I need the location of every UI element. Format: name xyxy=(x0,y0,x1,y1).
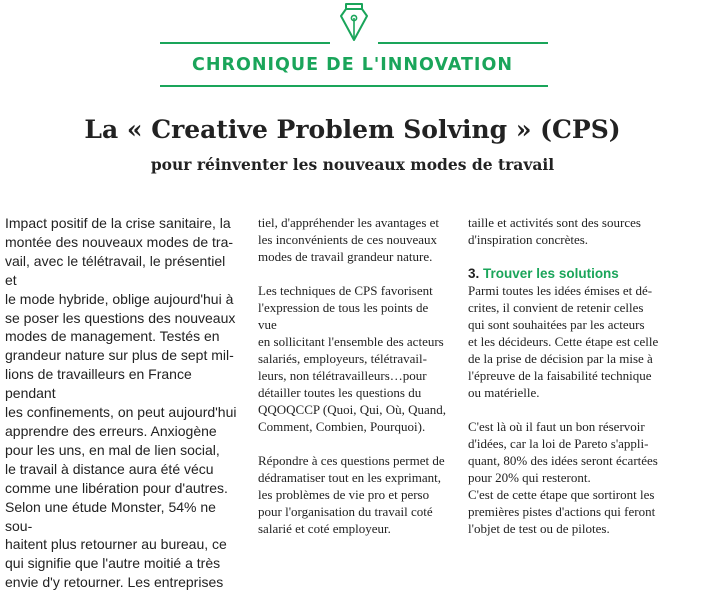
step-3-number: 3. xyxy=(468,266,480,281)
header-rule-right xyxy=(378,42,548,44)
text-line: pour les uns, en mal de lien social, xyxy=(5,441,220,458)
text-line: de la prise de décision par la mise à xyxy=(468,351,653,366)
text-line: comme une libération pour d'autres. xyxy=(5,479,228,496)
fountain-pen-nib-icon xyxy=(337,2,371,42)
text-line: pour l'organisation du travail coté xyxy=(258,504,433,519)
text-line: qui sont souhaitées par les acteurs xyxy=(468,317,645,332)
article-subtitle: pour réinventer les nouveaux modes de travail xyxy=(150,155,555,174)
text-line: haitent plus retourner au bureau, ce xyxy=(5,536,227,553)
text-line: vail, avec le télétravail, le présentiel et xyxy=(5,252,226,288)
text-line: le mode hybride, oblige aujourd'hui à xyxy=(5,290,234,307)
text-line: l'expression de tous les points de vue xyxy=(258,300,429,332)
col3-paragraph-1 xyxy=(468,214,690,248)
col3-paragraph-2 xyxy=(468,282,690,401)
step-3-title: Trouver les solutions xyxy=(483,266,619,281)
text-line: C'est là où il faut un bon réservoir xyxy=(468,419,645,434)
text-line: leurs, non télétravailleurs…pour xyxy=(258,368,427,383)
text-line: quant, 80% des idées seront écartées xyxy=(468,453,658,468)
text-line: salarié et coté employeur. xyxy=(258,521,391,536)
text-line: Parmi toutes les idées émises et dé- xyxy=(468,283,653,298)
text-line: dédramatiser tout en les exprimant, xyxy=(258,470,442,485)
text-line: Selon une étude Monster, 54% ne sou- xyxy=(5,498,216,534)
text-line: montée des nouveaux modes de tra- xyxy=(5,233,234,250)
text-line: les confinements, on peut aujourd'hui xyxy=(5,404,237,421)
text-line: détailler toutes les questions du xyxy=(258,385,422,400)
section-rubric: CHRONIQUE DE L'INNOVATION xyxy=(192,55,513,75)
header-rule-left xyxy=(160,42,330,44)
text-line: pour 20% qui resteront. xyxy=(468,470,591,485)
paragraph xyxy=(258,282,450,435)
text-line: et les décideurs. Cette étape est celle xyxy=(468,334,659,349)
text-line: lions de travailleurs en France pendant xyxy=(5,366,192,402)
text-line: Impact positif de la crise sanitaire, la xyxy=(5,215,231,231)
article-column-2 xyxy=(258,214,450,537)
text-line: premières pistes d'actions qui feront xyxy=(468,504,656,519)
text-line: C'est de cette étape que sortiront les xyxy=(468,487,655,502)
text-line: d'inspiration concrètes. xyxy=(468,232,589,247)
text-line: se poser les questions des nouveaux xyxy=(5,309,236,326)
text-line: d'idées, car la loi de Pareto s'appli- xyxy=(468,436,649,451)
paragraph xyxy=(258,452,450,537)
text-line: salariés, employeurs, télétravail- xyxy=(258,351,427,366)
text-line: modes de management. Testés en xyxy=(5,328,220,345)
text-line: ou matérielle. xyxy=(468,385,540,400)
text-line: Comment, Combien, Pourquoi). xyxy=(258,419,426,434)
text-line: l'épreuve de la faisabilité technique xyxy=(468,368,652,383)
text-line: modes de travail grandeur nature. xyxy=(258,249,433,264)
text-line: taille et activités sont des sources xyxy=(468,215,641,230)
text-line: apprendre des erreurs. Anxiogène xyxy=(5,422,217,439)
text-line: tiel, d'appréhender les avantages et xyxy=(258,215,440,230)
text-line: crites, il convient de retenir celles xyxy=(468,300,644,315)
article-column-1 xyxy=(5,214,240,592)
text-line: QQOQCCP (Quoi, Qui, Où, Quand, xyxy=(258,402,447,417)
text-line: qui signifie que l'autre moitié a très xyxy=(5,555,221,572)
text-line: envie d'y retourner. Les entreprises xyxy=(5,574,224,591)
text-line: Les techniques de CPS favorisent xyxy=(258,283,433,298)
text-line: les inconvénients de ces nouveaux xyxy=(258,232,438,247)
text-line: les problèmes de vie pro et perso xyxy=(258,487,430,502)
col3-paragraph-3 xyxy=(468,418,690,537)
step-3-heading xyxy=(468,265,690,282)
text-line: Répondre à ces questions permet de xyxy=(258,453,445,468)
article-column-3 xyxy=(468,214,690,537)
rubric-underline xyxy=(160,85,548,87)
paragraph xyxy=(258,214,450,265)
article-title: La « Creative Problem Solving » (CPS) xyxy=(84,115,621,144)
text-line: grandeur nature sur plus de sept mil- xyxy=(5,347,234,364)
text-line: le travail à distance aura été vécu xyxy=(5,460,214,477)
text-line: l'objet de test ou de pilotes. xyxy=(468,521,610,536)
text-line: en sollicitant l'ensemble des acteurs xyxy=(258,334,444,349)
